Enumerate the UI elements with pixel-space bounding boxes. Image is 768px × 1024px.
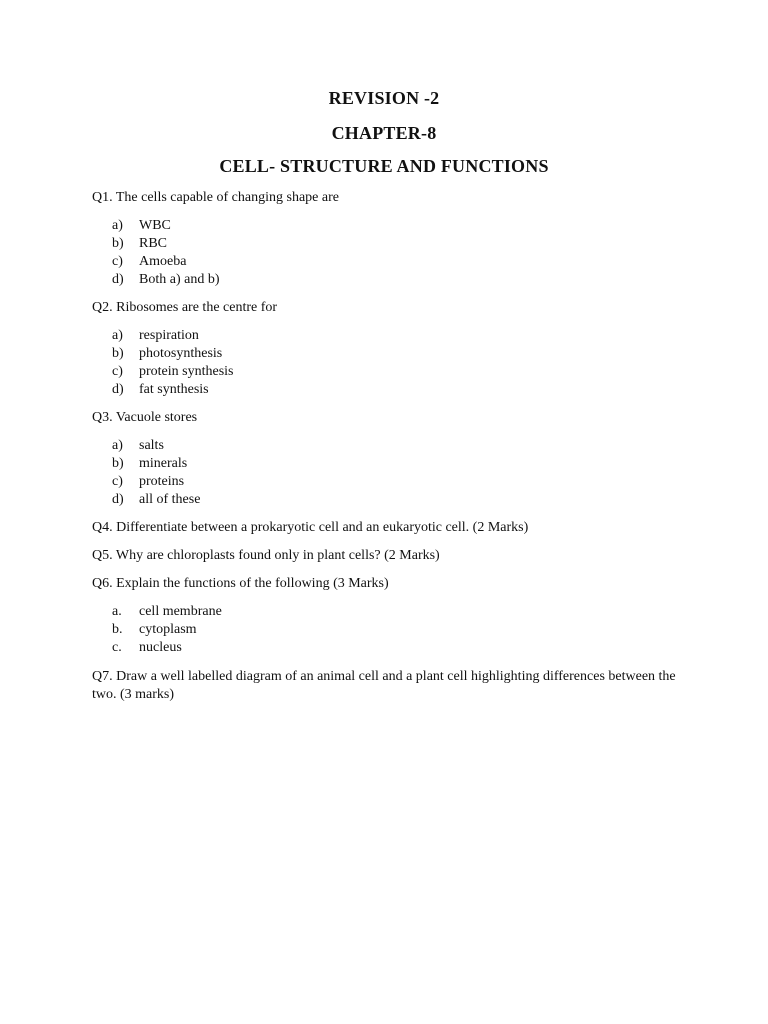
option-marker: d) (112, 382, 124, 397)
chapter-heading: CHAPTER-8 (331, 123, 437, 143)
option-marker: b) (112, 236, 124, 251)
topic-heading: CELL- STRUCTURE AND FUNCTIONS (219, 156, 549, 176)
option-marker: a. (112, 604, 122, 619)
option-text: Both a) and b) (139, 272, 220, 287)
option-marker: d) (112, 272, 124, 287)
option-text: Amoeba (139, 254, 187, 269)
question-7: Q7. Draw a well labelled diagram of an animal cell and a plant cell highlighting differences between the two. (3 marks) (92, 669, 676, 702)
option-text: minerals (139, 456, 188, 471)
question-5: Q5. Why are chloroplasts found only in plant cells? (2 Marks) (92, 548, 440, 563)
option-marker: d) (112, 492, 124, 507)
question-1: Q1. The cells capable of changing shape are (92, 190, 339, 205)
option-text: protein synthesis (139, 364, 234, 379)
option-text: RBC (139, 236, 168, 251)
question-3: Q3. Vacuole stores (92, 410, 198, 425)
option-marker: c. (112, 640, 122, 655)
option-marker: c) (112, 254, 123, 269)
option-text: nucleus (139, 640, 182, 655)
option-text: salts (139, 438, 164, 453)
revision-title: REVISION -2 (328, 88, 440, 108)
option-text: photosynthesis (139, 346, 223, 361)
option-marker: a) (112, 328, 123, 343)
option-marker: b. (112, 622, 123, 637)
question-6: Q6. Explain the functions of the following (3 Marks) (92, 576, 389, 591)
option-text: all of these (139, 492, 201, 507)
option-marker: a) (112, 438, 123, 453)
question-2: Q2. Ribosomes are the centre for (92, 300, 278, 315)
option-marker: a) (112, 218, 123, 233)
option-text: proteins (139, 474, 185, 489)
option-marker: c) (112, 364, 123, 379)
option-text: respiration (139, 328, 199, 343)
option-text: WBC (139, 218, 171, 233)
option-text: cell membrane (139, 604, 222, 619)
question-4: Q4. Differentiate between a prokaryotic cell and an eukaryotic cell. (2 Marks) (92, 520, 529, 535)
option-text: cytoplasm (139, 622, 197, 637)
option-marker: b) (112, 456, 124, 471)
option-text: fat synthesis (139, 382, 209, 397)
option-marker: b) (112, 346, 124, 361)
option-marker: c) (112, 474, 123, 489)
